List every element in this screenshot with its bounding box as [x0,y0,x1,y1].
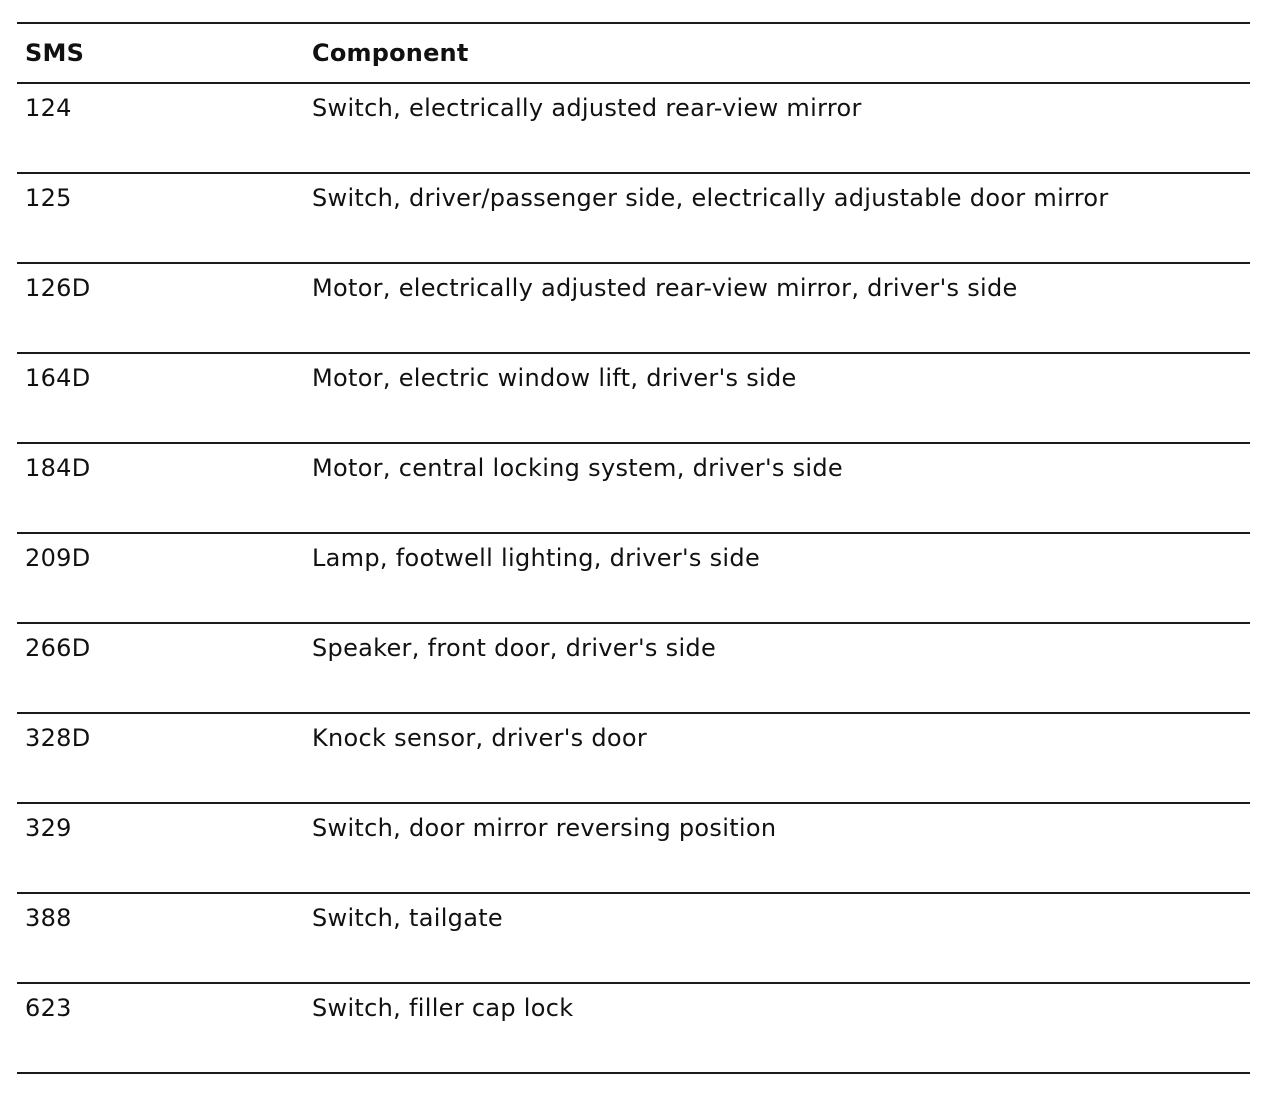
component-cell: Switch, electrically adjusted rear-view mirror [312,94,862,122]
component-cell: Switch, driver/passenger side, electrically adjustable door mirror [312,184,1109,212]
table-row [17,533,1250,623]
sms-cell: 126D [25,274,91,302]
sms-cell: 164D [25,364,91,392]
sms-cell: 329 [25,814,72,842]
component-table-container [17,22,1250,1074]
sms-cell: 124 [25,94,72,122]
component-cell: Switch, filler cap lock [312,994,574,1022]
component-cell: Knock sensor, driver's door [312,724,648,752]
table-row [17,623,1250,713]
component-cell: Motor, electrically adjusted rear-view mirror, driver's side [312,274,1018,302]
component-cell: Lamp, footwell lighting, driver's side [312,544,761,572]
table-row [17,353,1250,443]
table-header [17,23,1250,83]
sms-cell: 209D [25,544,91,572]
component-cell: Motor, electric window lift, driver's side [312,364,797,392]
sms-cell: 125 [25,184,72,212]
table-header-row [17,23,1250,83]
component-table [17,22,1250,1074]
component-cell: Switch, door mirror reversing position [312,814,777,842]
table-row [17,173,1250,263]
sms-cell: 184D [25,454,91,482]
component-cell: Motor, central locking system, driver's side [312,454,843,482]
table-row [17,893,1250,983]
component-cell: Switch, tailgate [312,904,503,932]
table-row [17,443,1250,533]
table-row [17,803,1250,893]
sms-column-header: SMS [25,39,85,67]
table-row [17,983,1250,1073]
component-cell: Speaker, front door, driver's side [312,634,717,662]
sms-cell: 328D [25,724,91,752]
sms-cell: 388 [25,904,72,932]
component-column-header: Component [312,39,469,67]
table-body [17,83,1250,1073]
sms-cell: 623 [25,994,72,1022]
table-row [17,83,1250,173]
table-row [17,713,1250,803]
table-row [17,263,1250,353]
sms-cell: 266D [25,634,91,662]
